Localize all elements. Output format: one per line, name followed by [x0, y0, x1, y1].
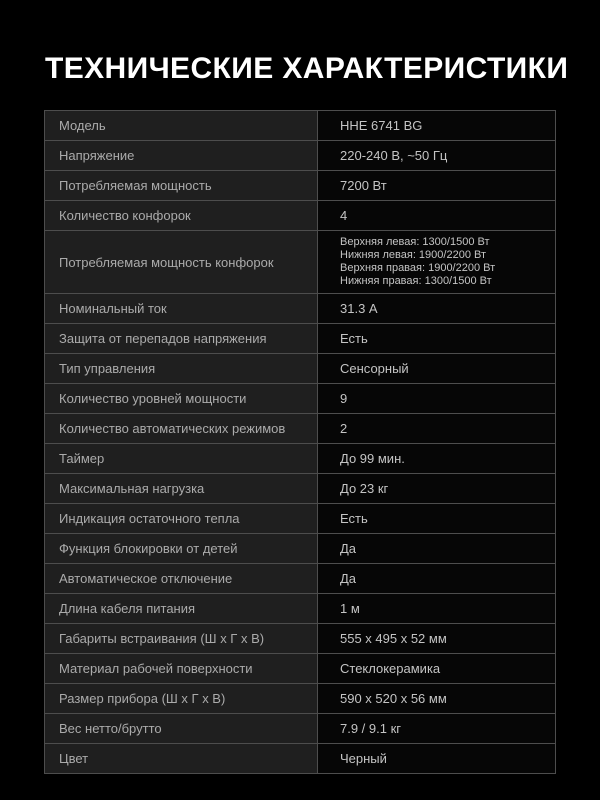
spec-value: До 99 мин. — [318, 444, 556, 474]
table-row — [45, 594, 556, 624]
specs-table-body — [45, 111, 556, 774]
spec-value — [318, 231, 556, 294]
table-row — [45, 354, 556, 384]
spec-label: Материал рабочей поверхности — [45, 654, 318, 684]
spec-value-line: Нижняя правая: 1300/1500 Вт — [340, 275, 492, 287]
spec-value-line: Верхняя правая: 1900/2200 Вт — [340, 262, 496, 274]
spec-value: 1 м — [318, 594, 556, 624]
spec-label: Напряжение — [45, 141, 318, 171]
spec-value: Да — [318, 534, 556, 564]
table-row — [45, 231, 556, 294]
table-row — [45, 141, 556, 171]
table-row — [45, 171, 556, 201]
table-row — [45, 444, 556, 474]
spec-value: 555 х 495 х 52 мм — [318, 624, 556, 654]
spec-label: Цвет — [45, 744, 318, 774]
spec-value: 7.9 / 9.1 кг — [318, 714, 556, 744]
table-row — [45, 201, 556, 231]
spec-label: Модель — [45, 111, 318, 141]
spec-label: Количество уровней мощности — [45, 384, 318, 414]
spec-value: 220-240 В, ~50 Гц — [318, 141, 556, 171]
spec-value-line: Нижняя левая: 1900/2200 Вт — [340, 249, 486, 261]
spec-label: Габариты встраивания (Ш х Г х В) — [45, 624, 318, 654]
table-row — [45, 534, 556, 564]
spec-value: 31.3 А — [318, 294, 556, 324]
table-row — [45, 414, 556, 444]
specs-table — [44, 110, 556, 774]
spec-label: Номинальный ток — [45, 294, 318, 324]
spec-value: Есть — [318, 324, 556, 354]
table-row — [45, 744, 556, 774]
spec-label: Максимальная нагрузка — [45, 474, 318, 504]
table-row — [45, 684, 556, 714]
spec-value: Есть — [318, 504, 556, 534]
spec-label: Вес нетто/брутто — [45, 714, 318, 744]
spec-label: Индикация остаточного тепла — [45, 504, 318, 534]
spec-value: 7200 Вт — [318, 171, 556, 201]
spec-label: Длина кабеля питания — [45, 594, 318, 624]
table-row — [45, 504, 556, 534]
spec-value: HHE 6741 BG — [318, 111, 556, 141]
spec-value: Да — [318, 564, 556, 594]
table-row — [45, 564, 556, 594]
spec-value: Стеклокерамика — [318, 654, 556, 684]
table-row — [45, 654, 556, 684]
spec-value-line: Верхняя левая: 1300/1500 Вт — [340, 236, 490, 248]
spec-value: До 23 кг — [318, 474, 556, 504]
table-row — [45, 624, 556, 654]
spec-label: Потребляемая мощность конфорок — [45, 231, 318, 294]
spec-value: Сенсорный — [318, 354, 556, 384]
spec-label: Автоматическое отключение — [45, 564, 318, 594]
spec-label: Защита от перепадов напряжения — [45, 324, 318, 354]
table-row — [45, 384, 556, 414]
spec-label: Размер прибора (Ш х Г х В) — [45, 684, 318, 714]
spec-value: 590 х 520 х 56 мм — [318, 684, 556, 714]
spec-label: Потребляемая мощность — [45, 171, 318, 201]
spec-value: Черный — [318, 744, 556, 774]
spec-label: Функция блокировки от детей — [45, 534, 318, 564]
spec-value: 4 — [318, 201, 556, 231]
table-row — [45, 111, 556, 141]
table-row — [45, 324, 556, 354]
spec-label: Таймер — [45, 444, 318, 474]
table-row — [45, 714, 556, 744]
page-title: ТЕХНИЧЕСКИЕ ХАРАКТЕРИСТИКИ — [45, 52, 569, 85]
spec-label: Количество конфорок — [45, 201, 318, 231]
spec-label: Тип управления — [45, 354, 318, 384]
table-row — [45, 474, 556, 504]
table-row — [45, 294, 556, 324]
spec-value: 9 — [318, 384, 556, 414]
spec-label: Количество автоматических режимов — [45, 414, 318, 444]
spec-value: 2 — [318, 414, 556, 444]
